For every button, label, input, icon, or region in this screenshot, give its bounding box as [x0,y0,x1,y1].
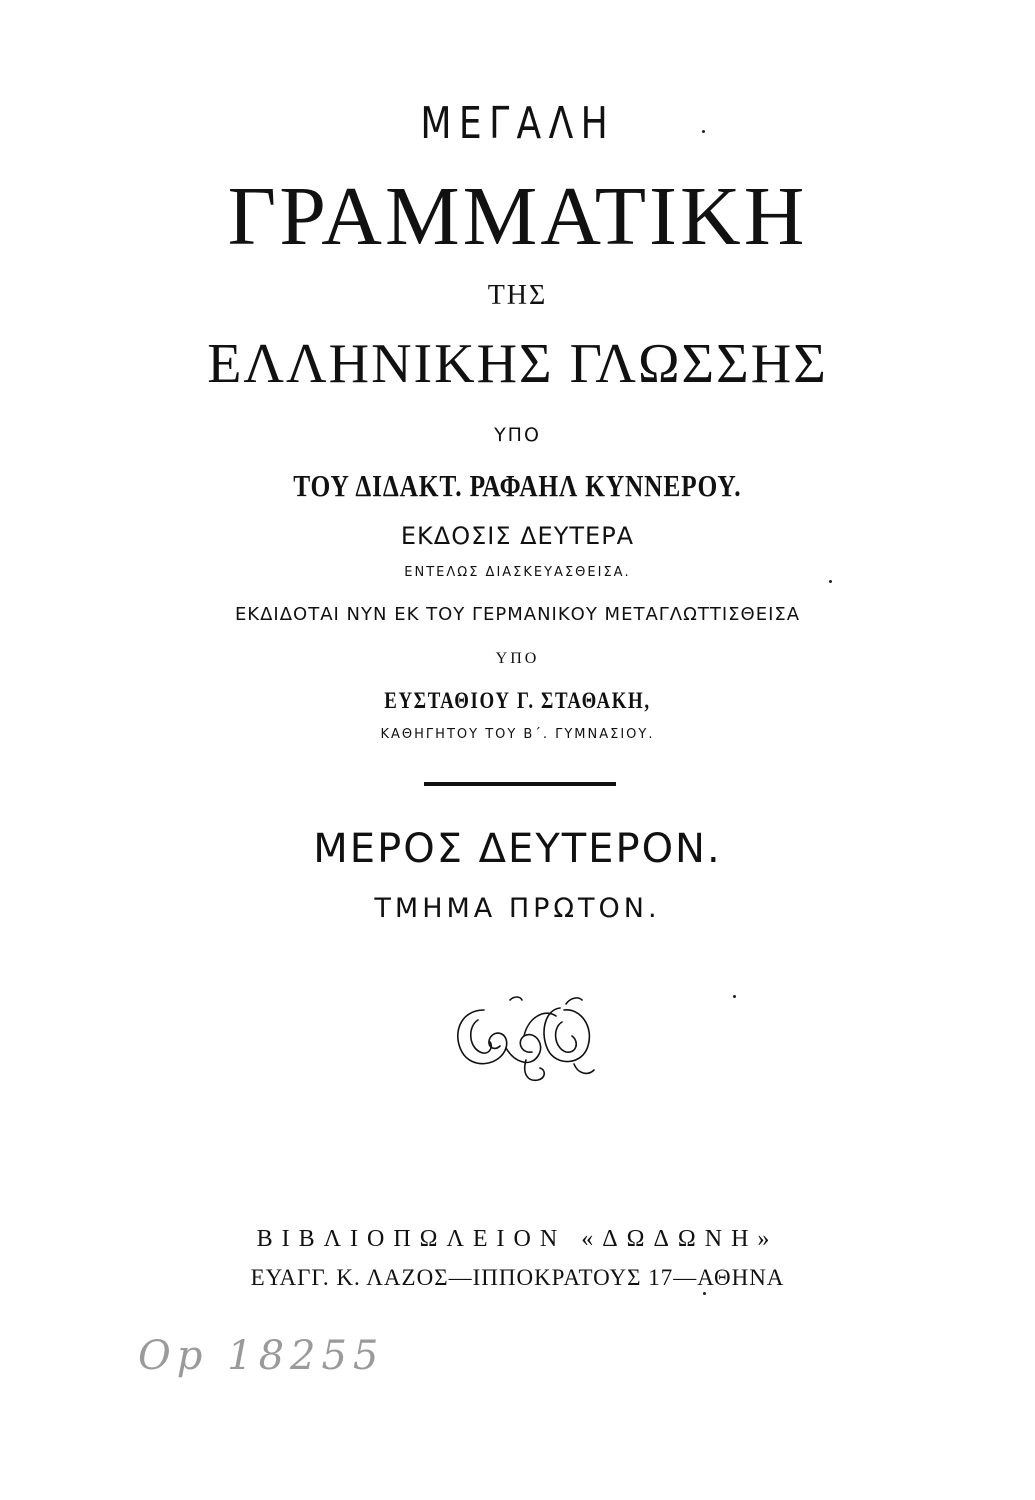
ink-speck [829,580,832,583]
translator-title-text: ΚΑΘΗΓΗΤΟΥ ΤΟΥ Β΄. ΓΥΜΝΑΣΙΟΥ. [380,727,655,742]
translation-note-text: ΕΚΔΙΔΟΤΑΙ ΝΥΝ ΕΚ ΤΟΥ ΓΕΡΜΑΝΙΚΟΥ ΜΕΤΑΓΛΩΤΤΙΣΘΕΙΣΑ [234,604,801,625]
publisher-text: ΒΙΒΛΙΟΠΩΛΕΙΟΝ «ΔΩΔΩΝΗ» [256,1226,779,1252]
flourish-ornament-icon [448,990,600,1088]
edition-text: ΕΚΔΟΣΙΣ ΔΕΥΤΕΡΑ [400,522,635,550]
edition-note-text: ΕΝΤΕΛΩΣ ΔΙΑΣΚΕΥΑΣΘΕΙΣΑ. [404,565,631,580]
section-heading [0,893,1035,924]
divider-rule [424,782,616,786]
edition-note-line [0,565,1035,580]
publisher-line [0,1226,1035,1253]
ink-speck [733,995,736,998]
by-line-2-text: ΥΠΟ [495,650,540,667]
by-line-1-text: ΥΠΟ [494,424,541,446]
author-text: ΤΟΥ ΔΙΔΑΚΤ. ΡΑΦΑΗΛ ΚΥΝΝΕΡΟΥ. [293,468,742,503]
title-line-4 [0,332,1035,396]
section-heading-text: ΤΜΗΜΑ ΠΡΩΤΟΝ. [374,893,661,924]
ink-speck [702,130,705,133]
translator-title-line [0,727,1035,742]
title-line-1 [0,98,1035,149]
main-title [0,168,1035,265]
address-text: ΕΥΑΓΓ. Κ. ΛΑΖΟΣ—ΙΠΠΟΚΡΑΤΟΥΣ 17—ΑΘΗΝΑ [250,1265,785,1290]
pencil-shelf-mark: Op 18255 [138,1333,385,1379]
title-line-4-text: ΕΛΛΗΝΙΚΗΣ ΓΛΩΣΣΗΣ [207,333,828,395]
translation-note-line [0,604,1035,625]
author-line [0,468,1035,504]
title-line-1-text: ΜΕΓΑΛΗ [420,98,615,149]
address-line [0,1265,1035,1291]
by-line-2 [0,650,1035,668]
title-line-3 [0,280,1035,312]
title-line-3-text: ΤΗΣ [487,280,548,311]
translator-text: ΕΥΣΤΑΘΙΟΥ Γ. ΣΤΑΘΑΚΗ, [384,688,651,713]
by-line-1 [0,424,1035,446]
ink-speck [703,1292,706,1295]
part-heading-text: ΜΕΡΟΣ ΔΕΥΤΕΡΟΝ. [313,826,722,872]
main-title-text: ΓΡΑΜΜΑΤΙΚΗ [227,170,808,263]
translator-line [0,688,1035,714]
edition-line [0,522,1035,550]
part-heading [0,826,1035,872]
